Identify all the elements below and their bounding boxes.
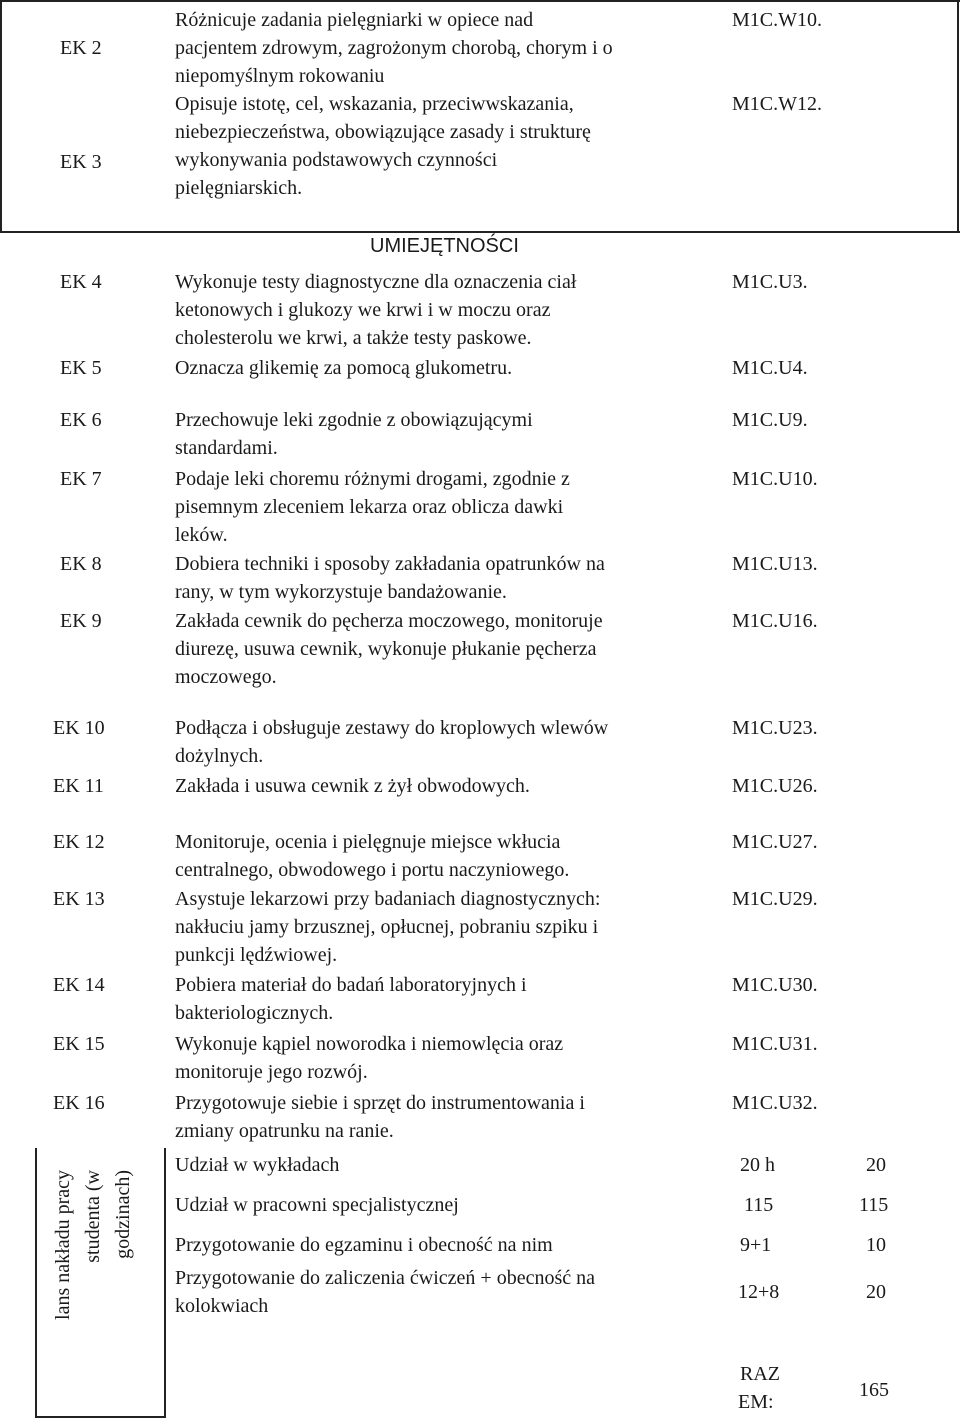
ek-description-line: punkcji lędźwiowej.: [175, 944, 338, 966]
ek-description-line: centralnego, obwodowego i portu naczyniowego.: [175, 859, 570, 881]
workload-total: 10: [866, 1234, 886, 1256]
ek-description-line: Wykonuje testy diagnostyczne dla oznaczenia ciał: [175, 271, 577, 293]
workload-total: 115: [859, 1194, 889, 1216]
ek-label: EK 11: [53, 775, 104, 797]
ek-description-line: ketonowych i glukozy we krwi i w moczu oraz: [175, 299, 551, 321]
ek-description-line: Podłącza i obsługuje zestawy do kroplowych wlewów: [175, 717, 609, 739]
ek-description-line: niebezpieczeństwa, obowiązujące zasady i strukturę: [175, 121, 591, 143]
workload-total: 20: [866, 1154, 886, 1176]
workload-total: 20: [866, 1281, 886, 1303]
ek-description-line: leków.: [175, 524, 228, 546]
workload-activity: kolokwiach: [175, 1295, 269, 1317]
ek-description-line: dożylnych.: [175, 745, 264, 767]
table-right-border: [957, 0, 959, 232]
ek-code: M1C.U16.: [732, 610, 818, 632]
ek-label: EK 5: [60, 357, 102, 379]
ek-description-line: Asystuje lekarzowi przy badaniach diagnostycznych:: [175, 888, 601, 910]
ek-description-line: diurezę, usuwa cewnik, wykonuje płukanie pęcherza: [175, 638, 597, 660]
workload-hours: 9+1: [740, 1234, 772, 1256]
ek-code: M1C.W10.: [732, 9, 822, 31]
workload-side-label: [48, 1170, 144, 1360]
ek-description-line: Zakłada i usuwa cewnik z żył obwodowych.: [175, 775, 530, 797]
section-title: UMIEJĘTNOŚCI: [370, 235, 519, 257]
workload-sum-total: 165: [859, 1379, 889, 1401]
ek-description-line: Różnicuje zadania pielęgniarki w opiece nad: [175, 9, 534, 31]
ek-label: EK 6: [60, 409, 102, 431]
ek-description-line: Oznacza glikemię za pomocą glukometru.: [175, 357, 513, 379]
ek-label: EK 8: [60, 553, 102, 575]
ek-description-line: pacjentem zdrowym, zagrożonym chorobą, chorym i o: [175, 37, 613, 59]
workload-activity: Udział w pracowni specjalistycznej: [175, 1194, 459, 1216]
ek-description-line: monitoruje jego rozwój.: [175, 1061, 368, 1083]
ek-code: M1C.U27.: [732, 831, 818, 853]
ek-description-line: Przygotowuje siebie i sprzęt do instrumentowania i: [175, 1092, 585, 1114]
ek-description-line: cholesterolu we krwi, a także testy paskowe.: [175, 327, 532, 349]
ek-description-line: Zakłada cewnik do pęcherza moczowego, monitoruje: [175, 610, 603, 632]
ek-description-line: Dobiera techniki i sposoby zakładania opatrunków na: [175, 553, 605, 575]
ek-description-line: Monitoruje, ocenia i pielęgnuje miejsce wkłucia: [175, 831, 561, 853]
ek-description-line: Wykonuje kąpiel noworodka i niemowlęcia oraz: [175, 1033, 564, 1055]
ek-code: M1C.U3.: [732, 271, 808, 293]
ek-description-line: Pobiera materiał do badań laboratoryjnych i: [175, 974, 527, 996]
workload-hours: 20 h: [740, 1154, 775, 1176]
ek-description-line: rany, w tym wykorzystuje bandażowanie.: [175, 581, 507, 603]
ek-label: EK 9: [60, 610, 102, 632]
ek-label: EK 12: [53, 831, 105, 853]
workload-hours: 12+8: [738, 1281, 780, 1303]
ek-description-line: bakteriologicznych.: [175, 1002, 334, 1024]
workload-sum-label: EM:: [738, 1391, 774, 1413]
workload-activity: Udział w wykładach: [175, 1154, 340, 1176]
ek-code: M1C.U32.: [732, 1092, 818, 1114]
ek-description-line: moczowego.: [175, 666, 277, 688]
ek-description-line: pisemnym zleceniem lekarza oraz oblicza dawki: [175, 496, 564, 518]
ek-code: M1C.U4.: [732, 357, 808, 379]
ek-description-line: wykonywania podstawowych czynności: [175, 149, 498, 171]
ek-label: EK 10: [53, 717, 105, 739]
ek-description-line: Podaje leki choremu różnymi drogami, zgodnie z: [175, 468, 570, 490]
workload-activity: Przygotowanie do egzaminu i obecność na nim: [175, 1234, 553, 1256]
ek-code: M1C.U29.: [732, 888, 818, 910]
ek-description-line: niepomyślnym rokowaniu: [175, 65, 385, 87]
ek-description-line: standardami.: [175, 437, 278, 459]
workload-hours: 115: [744, 1194, 774, 1216]
ek-code: M1C.U10.: [732, 468, 818, 490]
ek-label: EK 14: [53, 974, 105, 996]
ek-description-line: nakłuciu jamy brzusznej, opłucnej, pobraniu szpiku i: [175, 916, 599, 938]
workload-bottom-border: [35, 1416, 166, 1418]
ek-label: EK 4: [60, 271, 102, 293]
ek-code: M1C.U13.: [732, 553, 818, 575]
ek-label: EK 13: [53, 888, 105, 910]
ek-description-line: pielęgniarskich.: [175, 177, 303, 199]
table-left-border: [0, 0, 2, 232]
ek-label: EK 16: [53, 1092, 105, 1114]
ek-code: M1C.U30.: [732, 974, 818, 996]
ek-label: EK 7: [60, 468, 102, 490]
workload-left-border: [35, 1148, 37, 1418]
workload-activity: Przygotowanie do zaliczenia ćwiczeń + obecność na: [175, 1267, 595, 1289]
workload-side-label-line: godzinach): [112, 1170, 134, 1259]
workload-side-label-line: studenta (w: [82, 1170, 104, 1263]
table-top-border: [0, 0, 960, 2]
workload-sum-label: RAZ: [740, 1363, 780, 1385]
ek-code: M1C.U9.: [732, 409, 808, 431]
ek-label: EK 15: [53, 1033, 105, 1055]
ek-label: EK 2: [60, 37, 102, 59]
ek-description-line: Opisuje istotę, cel, wskazania, przeciwwskazania,: [175, 93, 574, 115]
ek-code: M1C.U23.: [732, 717, 818, 739]
ek-code: M1C.W12.: [732, 93, 822, 115]
workload-col-divider: [164, 1148, 166, 1418]
ek-code: M1C.U31.: [732, 1033, 818, 1055]
ek-code: M1C.U26.: [732, 775, 818, 797]
workload-side-label-line: lans nakładu pracy: [52, 1170, 74, 1320]
ek-description-line: zmiany opatrunku na ranie.: [175, 1120, 394, 1142]
ek-label: EK 3: [60, 151, 102, 173]
ek-description-line: Przechowuje leki zgodnie z obowiązującymi: [175, 409, 533, 431]
